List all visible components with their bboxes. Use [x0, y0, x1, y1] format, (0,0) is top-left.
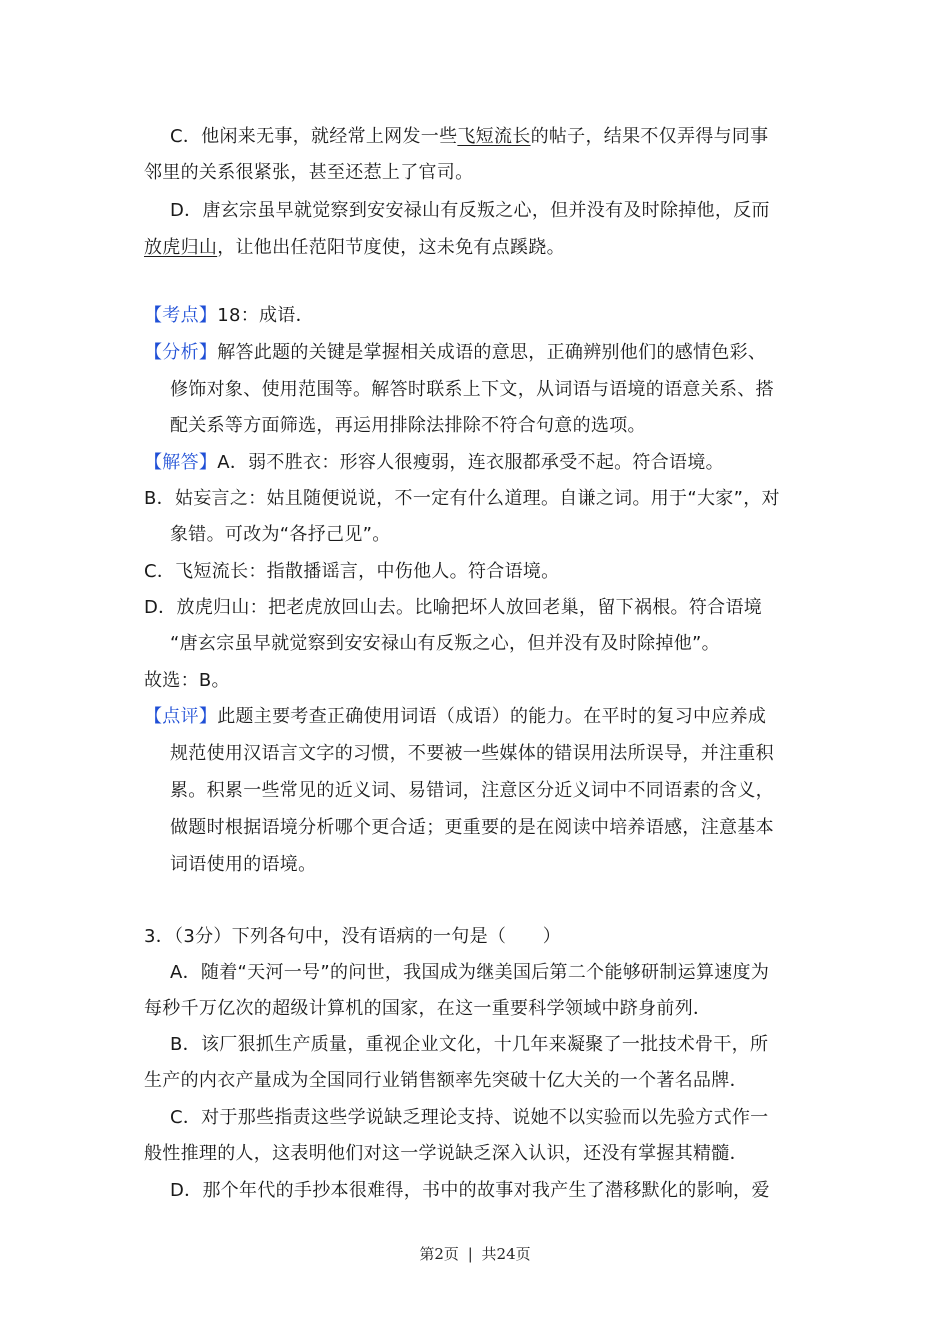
- question3-option-b-line1: B．该厂狠抓生产质量，重视企业文化，十几年来凝聚了一批技术骨干，所: [170, 1034, 769, 1055]
- question3-option-a-line2: 每秒千万亿次的超级计算机的国家，在这一重要科学领域中跻身前列．: [144, 998, 712, 1019]
- jieda-d-line2: “唐玄宗虽早就觉察到安安禄山有反叛之心，但并没有及时除掉他”。: [170, 633, 720, 654]
- fenxi-line2: 修饰对象、使用范围等。解答时联系上下文，从词语与语境的语意关系、搭: [170, 379, 774, 400]
- question3-option-c-line1: C．对于那些指责这些学说缺乏理论支持、说她不以实验而以先验方式作一: [170, 1107, 769, 1128]
- option-d-line1: D．唐玄宗虽早就觉察到安安禄山有反叛之心，但并没有及时除掉他，反而: [170, 200, 770, 221]
- fenxi-tag: 【分析】: [144, 342, 218, 363]
- option-c-line2: 邻里的关系很紧张，甚至还惹上了官司。: [144, 162, 474, 183]
- question3-stem: 3．（3分）下列各句中，没有语病的一句是（ ）: [144, 926, 562, 947]
- jieda-line-a: [144, 450, 724, 476]
- jieda-b-line1: B．姑妄言之：姑且随便说说，不一定有什么道理。自谦之词。用于“大家”，对: [144, 488, 780, 509]
- kaodian-line: [144, 303, 314, 329]
- dianping-line5: 词语使用的语境。: [170, 854, 317, 875]
- option-d-suffix: ，让他出任范阳节度使，这未免有点蹊跷。: [217, 237, 565, 258]
- option-d-line2: [144, 235, 565, 261]
- fenxi-line3: 配关系等方面筛选，再运用排除法排除不符合句意的选项。: [170, 415, 646, 436]
- fenxi-text1: 解答此题的关键是掌握相关成语的意思，正确辨别他们的感情色彩、: [217, 342, 767, 363]
- jieda-d-line1: D．放虎归山：把老虎放回山去。比喻把坏人放回老巢，留下祸根。符合语境: [144, 597, 763, 618]
- page-number: 第2页: [419, 1245, 459, 1263]
- kaodian-text: 18：成语．: [217, 305, 314, 326]
- dianping-line2: 规范使用汉语言文字的习惯，不要被一些媒体的错误用法所误导，并注重积: [170, 743, 774, 764]
- option-d-idiom: 放虎归山: [144, 237, 218, 258]
- jieda-a-text: A．弱不胜衣：形容人很瘦弱，连衣服都承受不起。符合语境。: [217, 452, 724, 473]
- option-c-idiom: 飞短流长: [457, 126, 531, 147]
- question3-option-b-line2: 生产的内衣产量成为全国同行业销售额率先突破十亿大关的一个著名品牌．: [144, 1070, 748, 1091]
- dianping-line4: 做题时根据语境分析哪个更合适；更重要的是在阅读中培养语感，注意基本: [170, 817, 774, 838]
- footer-separator: |: [467, 1245, 473, 1263]
- fenxi-line1: [144, 340, 766, 366]
- option-c-prefix: C．他闲来无事，就经常上网发一些: [170, 126, 458, 147]
- option-c-suffix: 的帖子，结果不仅弄得与同事: [530, 126, 769, 147]
- dianping-text1: 此题主要考查正确使用词语（成语）的能力。在平时的复习中应养成: [217, 706, 767, 727]
- question3-option-c-line2: 般性推理的人，这表明他们对这一学说缺乏深入认识，还没有掌握其精髓．: [144, 1143, 748, 1164]
- dianping-line3: 累。积累一些常见的近义词、易错词，注意区分近义词中不同语素的含义，: [170, 780, 774, 801]
- jieda-tag: 【解答】: [144, 452, 218, 473]
- question3-option-a-line1: A．随着“天河一号”的问世，我国成为继美国后第二个能够研制运算速度为: [170, 962, 770, 983]
- page-total: 共24页: [481, 1245, 531, 1263]
- guxuan-line: 故选：B。: [144, 670, 230, 691]
- dianping-line1: [144, 704, 766, 730]
- kaodian-tag: 【考点】: [144, 305, 218, 326]
- jieda-b-line2: 象错。可改为“各抒己见”。: [170, 524, 391, 545]
- page-footer: [0, 1244, 950, 1264]
- option-c-line1: [170, 124, 768, 150]
- question3-option-d-line1: D．那个年代的手抄本很难得，书中的故事对我产生了潜移默化的影响，爱: [170, 1180, 770, 1201]
- jieda-c-line: C．飞短流长：指散播谣言，中伤他人。符合语境。: [144, 561, 560, 582]
- dianping-tag: 【点评】: [144, 706, 218, 727]
